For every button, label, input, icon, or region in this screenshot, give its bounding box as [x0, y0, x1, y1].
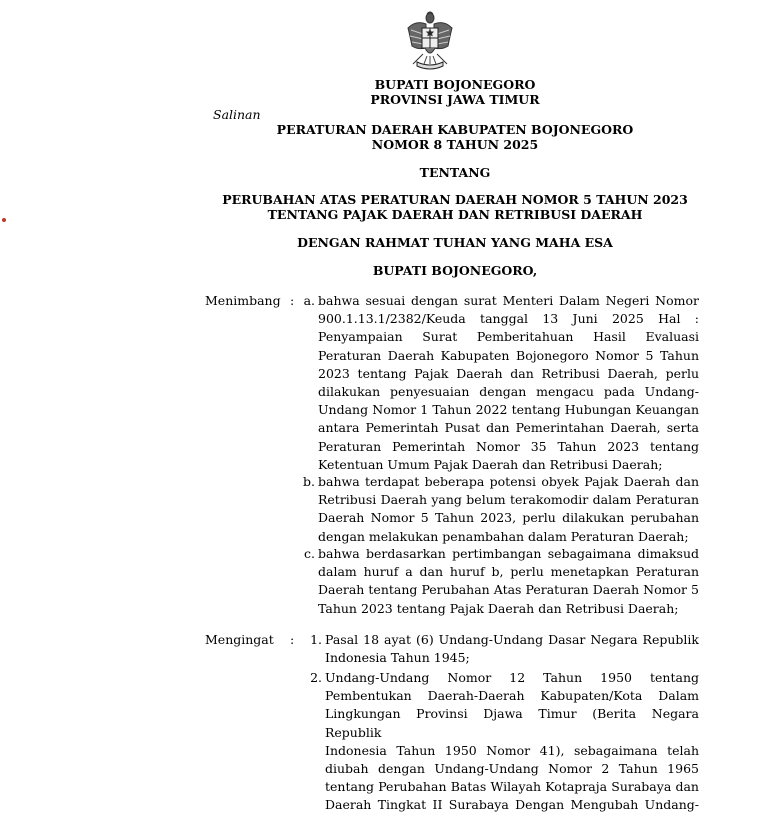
item-marker: 2.	[310, 670, 322, 685]
mengingat-colon: :	[290, 632, 295, 647]
margin-mark	[2, 218, 6, 222]
issuer-title: BUPATI BOJONEGORO	[374, 77, 536, 92]
item-text: Pasal 18 ayat (6) Undang-Undang Dasar Negara Republik Indonesia Tahun 1945;	[325, 632, 699, 666]
subject-line-2: TENTANG PAJAK DAERAH DAN RETRIBUSI DAERAH	[267, 207, 643, 222]
item-text: bahwa terdapat beberapa potensi obyek Pajak Daerah dan Retribusi Daerah yang belum terakomodir dalam Peraturan Daerah Nomor 5 Tahun 2023, perlu dilakukan perubahan dengan melakukan penambahan dalam Peraturan Daerah;	[318, 474, 699, 544]
item-text: Undang-Undang Nomor 12 Tahun 1950 tentang Pembentukan Daerah-Daerah Kabupaten/Kota Dalam Lingkungan Provinsi Djawa Timur (Berita Negara Republik Indonesia Tahun 1950 Nomor 41), sebagaimana telah diubah dengan Undang-Undang Nomor 2 Tahun 1965 tentang Perubahan Batas Wilayah Kotapraja Surabaya dan Daerah Tingkat II Surabaya Dengan Mengubah Undang-	[325, 670, 699, 813]
regulation-number: NOMOR 8 TAHUN 2025	[371, 137, 539, 152]
menimbang-label: Menimbang	[205, 293, 281, 308]
garuda-pancasila-icon	[405, 10, 455, 74]
blessing-line: DENGAN RAHMAT TUHAN YANG MAHA ESA	[297, 235, 613, 250]
menimbang-item-a	[303, 292, 699, 474]
item-marker: b.	[303, 474, 315, 489]
subject-line-1: PERUBAHAN ATAS PERATURAN DAERAH NOMOR 5 TAHUN 2023	[222, 192, 688, 207]
about-heading: TENTANG	[419, 165, 491, 180]
item-marker: 1.	[310, 632, 322, 647]
menimbang-item-b	[303, 473, 699, 546]
item-marker: c.	[304, 546, 315, 561]
menimbang-item-c	[304, 545, 699, 618]
mengingat-label: Mengingat	[205, 632, 274, 647]
menimbang-colon: :	[290, 293, 295, 308]
copy-label: Salinan	[213, 107, 261, 122]
item-marker: a.	[303, 293, 315, 308]
authority-line: BUPATI BOJONEGORO,	[372, 263, 538, 278]
mengingat-item-1	[310, 631, 699, 667]
regulation-title: PERATURAN DAERAH KABUPATEN BOJONEGORO	[276, 122, 634, 137]
province-title: PROVINSI JAWA TIMUR	[370, 92, 540, 107]
item-text: bahwa berdasarkan pertimbangan sebagaimana dimaksud dalam huruf a dan huruf b, perlu menetapkan Peraturan Daerah tentang Perubahan Atas Peraturan Daerah Nomor 5 Tahun 2023 tentang Pajak Daerah dan Retribusi Daerah;	[318, 546, 699, 616]
item-text: bahwa sesuai dengan surat Menteri Dalam Negeri Nomor 900.1.13.1/2382/Keuda tanggal 13 Juni 2025 Hal : Penyampaian Surat Pemberitahuan Hasil Evaluasi Peraturan Daerah Kabupaten Bojonegoro Nomor 5 Tahun 2023 tentang Pajak Daerah dan Retribusi Daerah, perlu dilakukan penyesuaian dengan mengacu pada Undang- Undang Nomor 1 Tahun 2022 tentang Hubungan Keuangan antara Pemerintah Pusat dan Pemerintahan Daerah, serta Peraturan Pemerintah Nomor 35 Tahun 2023 tentang Ketentuan Umum Pajak Daerah dan Retribusi Daerah;	[318, 293, 699, 472]
mengingat-item-2	[310, 669, 699, 815]
